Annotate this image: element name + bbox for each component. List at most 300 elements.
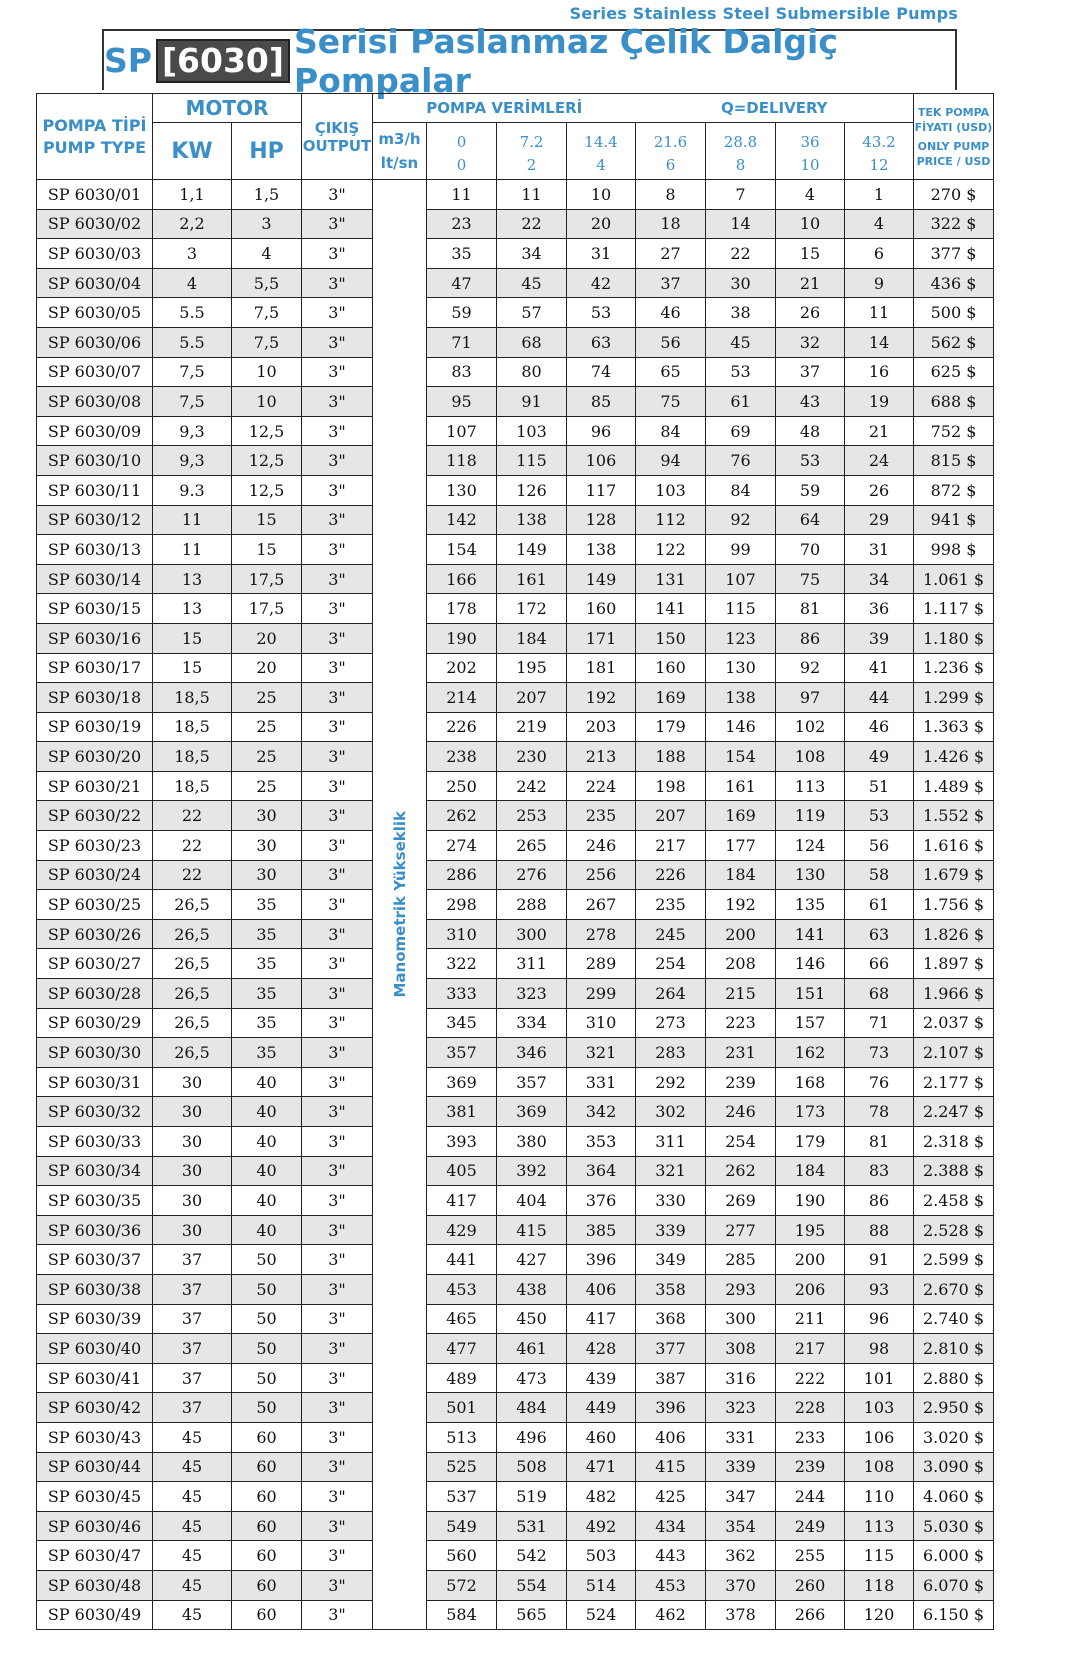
kw-cell: 22 [153, 860, 232, 890]
head-value-cell: 537 [427, 1482, 497, 1512]
hp-cell: 10 [232, 357, 302, 387]
head-value-cell: 267 [567, 890, 636, 920]
head-value-cell: 368 [636, 1304, 706, 1334]
pump-type-cell: SP 6030/29 [37, 1008, 153, 1038]
head-value-cell: 61 [845, 890, 914, 920]
head-value-cell: 471 [567, 1452, 636, 1482]
price-cell: 752 $ [914, 416, 994, 446]
head-value-cell: 37 [776, 357, 845, 387]
hp-cell: 60 [232, 1482, 302, 1512]
output-cell: 3" [302, 298, 373, 328]
head-value-cell: 161 [497, 564, 567, 594]
hp-cell: 4 [232, 239, 302, 269]
head-value-cell: 190 [427, 623, 497, 653]
output-cell: 3" [302, 890, 373, 920]
head-value-cell: 130 [776, 860, 845, 890]
head-value-cell: 45 [497, 268, 567, 298]
price-cell: 1.117 $ [914, 594, 994, 624]
kw-cell: 26,5 [153, 1008, 232, 1038]
kw-cell: 37 [153, 1274, 232, 1304]
hp-cell: 5,5 [232, 268, 302, 298]
price-cell: 2.670 $ [914, 1274, 994, 1304]
pump-type-cell: SP 6030/22 [37, 801, 153, 831]
head-value-cell: 235 [567, 801, 636, 831]
table-row [37, 1422, 994, 1452]
head-value-cell: 278 [567, 919, 636, 949]
head-value-cell: 166 [427, 564, 497, 594]
price-cell: 1.826 $ [914, 919, 994, 949]
head-value-cell: 44 [845, 683, 914, 713]
table-row [37, 1600, 994, 1630]
head-value-cell: 224 [567, 771, 636, 801]
price-cell: 6.150 $ [914, 1600, 994, 1630]
head-value-cell: 74 [567, 357, 636, 387]
flow-col-4 [636, 123, 706, 180]
output-cell: 3" [302, 1304, 373, 1334]
head-value-cell: 321 [567, 1038, 636, 1068]
pump-type-cell: SP 6030/04 [37, 268, 153, 298]
table-row [37, 446, 994, 476]
head-value-cell: 172 [497, 594, 567, 624]
head-value-cell: 308 [706, 1334, 776, 1364]
head-value-cell: 117 [567, 475, 636, 505]
head-value-cell: 1 [845, 180, 914, 210]
price-cell: 3.090 $ [914, 1452, 994, 1482]
pump-type-cell: SP 6030/18 [37, 683, 153, 713]
head-value-cell: 64 [776, 505, 845, 535]
head-value-cell: 135 [776, 890, 845, 920]
kw-cell: 15 [153, 623, 232, 653]
output-cell: 3" [302, 387, 373, 417]
head-value-cell: 177 [706, 831, 776, 861]
head-value-cell: 92 [706, 505, 776, 535]
flow-ltsn-6: 10 [800, 156, 820, 174]
hp-cell: 50 [232, 1304, 302, 1334]
output-cell: 3" [302, 268, 373, 298]
hp-cell: 35 [232, 890, 302, 920]
output-cell: 3" [302, 1600, 373, 1630]
head-value-cell: 118 [845, 1570, 914, 1600]
output-cell: 3" [302, 594, 373, 624]
kw-cell: 45 [153, 1541, 232, 1571]
price-cell: 872 $ [914, 475, 994, 505]
head-value-cell: 207 [636, 801, 706, 831]
pump-type-cell: SP 6030/47 [37, 1541, 153, 1571]
head-value-cell: 154 [706, 742, 776, 772]
head-value-cell: 370 [706, 1570, 776, 1600]
pump-type-cell: SP 6030/41 [37, 1363, 153, 1393]
table-row [37, 475, 994, 505]
head-value-cell: 18 [636, 209, 706, 239]
kw-cell: 22 [153, 831, 232, 861]
head-value-cell: 99 [706, 535, 776, 565]
price-header-en: ONLY PUMP PRICE / USD [916, 139, 991, 168]
head-value-cell: 107 [427, 416, 497, 446]
pump-price-table [36, 93, 994, 1630]
pump-type-cell: SP 6030/13 [37, 535, 153, 565]
head-value-cell: 151 [776, 979, 845, 1009]
pump-type-cell: SP 6030/07 [37, 357, 153, 387]
head-value-cell: 106 [567, 446, 636, 476]
head-value-cell: 245 [636, 919, 706, 949]
head-value-cell: 273 [636, 1008, 706, 1038]
head-value-cell: 24 [845, 446, 914, 476]
head-value-cell: 238 [427, 742, 497, 772]
hp-cell: 50 [232, 1393, 302, 1423]
table-row [37, 742, 994, 772]
head-value-cell: 59 [776, 475, 845, 505]
output-cell: 3" [302, 1215, 373, 1245]
head-value-cell: 378 [706, 1600, 776, 1630]
head-value-cell: 103 [845, 1393, 914, 1423]
head-value-cell: 184 [706, 860, 776, 890]
head-value-cell: 415 [497, 1215, 567, 1245]
head-value-cell: 179 [636, 712, 706, 742]
output-cell: 3" [302, 564, 373, 594]
kw-cell: 11 [153, 535, 232, 565]
head-value-cell: 357 [427, 1038, 497, 1068]
pump-type-cell: SP 6030/25 [37, 890, 153, 920]
kw-cell: 7,5 [153, 387, 232, 417]
pump-type-cell: SP 6030/06 [37, 327, 153, 357]
head-value-cell: 427 [497, 1245, 567, 1275]
head-value-cell: 584 [427, 1600, 497, 1630]
head-value-cell: 289 [567, 949, 636, 979]
price-cell: 2.388 $ [914, 1156, 994, 1186]
hp-cell: 12,5 [232, 446, 302, 476]
output-cell: 3" [302, 683, 373, 713]
head-value-cell: 310 [567, 1008, 636, 1038]
head-value-cell: 11 [845, 298, 914, 328]
head-value-cell: 323 [497, 979, 567, 1009]
head-value-cell: 86 [776, 623, 845, 653]
head-value-cell: 231 [706, 1038, 776, 1068]
pump-type-cell: SP 6030/40 [37, 1334, 153, 1364]
table-row [37, 1541, 994, 1571]
hp-cell: 25 [232, 742, 302, 772]
output-cell: 3" [302, 1008, 373, 1038]
table-row [37, 1274, 994, 1304]
head-value-cell: 21 [776, 268, 845, 298]
title-suffix: Serisi Paslanmaz Çelik Dalgiç Pompalar [293, 21, 838, 100]
flow-col-3 [567, 123, 636, 180]
head-value-cell: 441 [427, 1245, 497, 1275]
table-row [37, 623, 994, 653]
table-row [37, 268, 994, 298]
head-value-cell: 299 [567, 979, 636, 1009]
head-value-cell: 369 [427, 1067, 497, 1097]
head-value-cell: 362 [706, 1541, 776, 1571]
kw-cell: 30 [153, 1186, 232, 1216]
price-cell: 2.037 $ [914, 1008, 994, 1038]
head-value-cell: 38 [706, 298, 776, 328]
price-header [914, 94, 994, 180]
output-cell: 3" [302, 1452, 373, 1482]
kw-cell: 30 [153, 1097, 232, 1127]
output-cell: 3" [302, 979, 373, 1009]
head-value-cell: 213 [567, 742, 636, 772]
output-header-tr: ÇIKIŞ [314, 118, 360, 137]
hp-cell: 25 [232, 771, 302, 801]
hp-cell: 60 [232, 1541, 302, 1571]
kw-cell: 45 [153, 1511, 232, 1541]
head-value-cell: 217 [776, 1334, 845, 1364]
kw-cell: 18,5 [153, 683, 232, 713]
head-value-cell: 22 [706, 239, 776, 269]
table-row [37, 1008, 994, 1038]
head-value-cell: 115 [706, 594, 776, 624]
head-value-cell: 461 [497, 1334, 567, 1364]
head-value-cell: 59 [427, 298, 497, 328]
kw-cell: 13 [153, 594, 232, 624]
flow-m3h-1: 0 [456, 133, 467, 151]
head-value-cell: 226 [427, 712, 497, 742]
price-cell: 2.528 $ [914, 1215, 994, 1245]
head-value-cell: 66 [845, 949, 914, 979]
kw-cell: 7,5 [153, 357, 232, 387]
head-value-cell: 84 [706, 475, 776, 505]
head-value-cell: 86 [845, 1186, 914, 1216]
output-cell: 3" [302, 1511, 373, 1541]
hp-cell: 60 [232, 1422, 302, 1452]
price-cell: 562 $ [914, 327, 994, 357]
head-value-cell: 417 [567, 1304, 636, 1334]
head-value-cell: 264 [636, 979, 706, 1009]
head-value-cell: 34 [497, 239, 567, 269]
pump-type-cell: SP 6030/49 [37, 1600, 153, 1630]
head-value-cell: 83 [427, 357, 497, 387]
head-value-cell: 9 [845, 268, 914, 298]
table-row [37, 564, 994, 594]
head-value-cell: 190 [776, 1186, 845, 1216]
head-value-cell: 274 [427, 831, 497, 861]
head-value-cell: 354 [706, 1511, 776, 1541]
flow-col-5 [706, 123, 776, 180]
hp-cell: 40 [232, 1127, 302, 1157]
head-value-cell: 358 [636, 1274, 706, 1304]
head-value-cell: 339 [636, 1215, 706, 1245]
manometric-head-label: Manometrik Yükseklik [390, 811, 409, 998]
flow-col-2 [497, 123, 567, 180]
hp-cell: 15 [232, 535, 302, 565]
table-row [37, 1127, 994, 1157]
table-row [37, 1186, 994, 1216]
head-value-cell: 150 [636, 623, 706, 653]
head-value-cell: 41 [845, 653, 914, 683]
head-value-cell: 29 [845, 505, 914, 535]
pump-type-cell: SP 6030/32 [37, 1097, 153, 1127]
output-cell: 3" [302, 1334, 373, 1364]
price-cell: 436 $ [914, 268, 994, 298]
output-cell: 3" [302, 771, 373, 801]
head-value-cell: 110 [845, 1482, 914, 1512]
head-value-cell: 14 [845, 327, 914, 357]
head-value-cell: 269 [706, 1186, 776, 1216]
head-value-cell: 496 [497, 1422, 567, 1452]
head-value-cell: 560 [427, 1541, 497, 1571]
flow-m3h-3: 14.4 [584, 133, 618, 151]
flow-ltsn-7: 12 [869, 156, 889, 174]
head-value-cell: 206 [776, 1274, 845, 1304]
head-value-cell: 202 [427, 653, 497, 683]
kw-cell: 37 [153, 1393, 232, 1423]
table-row [37, 357, 994, 387]
output-cell: 3" [302, 1067, 373, 1097]
head-value-cell: 311 [497, 949, 567, 979]
head-value-cell: 369 [497, 1097, 567, 1127]
head-value-cell: 35 [427, 239, 497, 269]
pump-type-cell: SP 6030/01 [37, 180, 153, 210]
price-cell: 688 $ [914, 387, 994, 417]
output-header [302, 94, 373, 180]
price-cell: 322 $ [914, 209, 994, 239]
price-cell: 2.740 $ [914, 1304, 994, 1334]
head-value-cell: 465 [427, 1304, 497, 1334]
price-cell: 5.030 $ [914, 1511, 994, 1541]
head-value-cell: 27 [636, 239, 706, 269]
price-cell: 1.299 $ [914, 683, 994, 713]
kw-cell: 26,5 [153, 979, 232, 1009]
head-value-cell: 103 [497, 416, 567, 446]
head-value-cell: 513 [427, 1422, 497, 1452]
flow-col-7 [845, 123, 914, 180]
table-row [37, 919, 994, 949]
head-value-cell: 285 [706, 1245, 776, 1275]
unit-ltsn: lt/sn [380, 154, 419, 172]
head-value-cell: 95 [427, 387, 497, 417]
output-cell: 3" [302, 860, 373, 890]
head-value-cell: 255 [776, 1541, 845, 1571]
head-value-cell: 198 [636, 771, 706, 801]
price-cell: 500 $ [914, 298, 994, 328]
head-value-cell: 63 [845, 919, 914, 949]
head-value-cell: 26 [776, 298, 845, 328]
head-value-cell: 149 [567, 564, 636, 594]
head-value-cell: 393 [427, 1127, 497, 1157]
head-value-cell: 330 [636, 1186, 706, 1216]
head-value-cell: 323 [706, 1393, 776, 1423]
price-cell: 1.679 $ [914, 860, 994, 890]
output-cell: 3" [302, 535, 373, 565]
head-value-cell: 130 [427, 475, 497, 505]
output-cell: 3" [302, 1127, 373, 1157]
table-row [37, 1393, 994, 1423]
head-value-cell: 106 [845, 1422, 914, 1452]
head-value-cell: 219 [497, 712, 567, 742]
head-value-cell: 146 [776, 949, 845, 979]
head-value-cell: 300 [497, 919, 567, 949]
flow-col-6 [776, 123, 845, 180]
table-row [37, 712, 994, 742]
head-value-cell: 37 [636, 268, 706, 298]
price-cell: 1.363 $ [914, 712, 994, 742]
flow-ltsn-1: 0 [456, 156, 467, 174]
table-row [37, 594, 994, 624]
head-value-cell: 49 [845, 742, 914, 772]
table-row [37, 801, 994, 831]
flow-m3h-5: 28.8 [723, 133, 758, 151]
head-value-cell: 31 [845, 535, 914, 565]
head-value-cell: 98 [845, 1334, 914, 1364]
flow-m3h-7: 43.2 [862, 133, 896, 151]
kw-cell: 9.3 [153, 475, 232, 505]
table-body [37, 180, 994, 1630]
head-value-cell: 262 [427, 801, 497, 831]
pump-type-cell: SP 6030/16 [37, 623, 153, 653]
head-value-cell: 200 [776, 1245, 845, 1275]
price-cell: 2.810 $ [914, 1334, 994, 1364]
hp-cell: 17,5 [232, 564, 302, 594]
head-value-cell: 531 [497, 1511, 567, 1541]
head-value-cell: 84 [636, 416, 706, 446]
output-cell: 3" [302, 1363, 373, 1393]
pump-type-cell: SP 6030/19 [37, 712, 153, 742]
kw-cell: 18,5 [153, 712, 232, 742]
head-value-cell: 473 [497, 1363, 567, 1393]
head-value-cell: 310 [427, 919, 497, 949]
head-value-cell: 347 [706, 1482, 776, 1512]
kw-cell: 18,5 [153, 742, 232, 772]
flow-ltsn-3: 4 [596, 156, 606, 174]
hp-cell: 50 [232, 1334, 302, 1364]
head-value-cell: 11 [427, 180, 497, 210]
hp-cell: 60 [232, 1570, 302, 1600]
output-cell: 3" [302, 1570, 373, 1600]
head-value-cell: 239 [706, 1067, 776, 1097]
kw-cell: 22 [153, 801, 232, 831]
price-cell: 1.180 $ [914, 623, 994, 653]
head-value-cell: 439 [567, 1363, 636, 1393]
output-cell: 3" [302, 949, 373, 979]
head-value-cell: 349 [636, 1245, 706, 1275]
hp-cell: 3 [232, 209, 302, 239]
hp-cell: 35 [232, 1038, 302, 1068]
kw-cell: 3 [153, 239, 232, 269]
head-value-cell: 254 [706, 1127, 776, 1157]
hp-cell: 10 [232, 387, 302, 417]
head-value-cell: 276 [497, 860, 567, 890]
head-value-cell: 554 [497, 1570, 567, 1600]
head-value-cell: 449 [567, 1393, 636, 1423]
head-value-cell: 345 [427, 1008, 497, 1038]
pump-type-cell: SP 6030/44 [37, 1452, 153, 1482]
head-value-cell: 14 [706, 209, 776, 239]
head-value-cell: 57 [497, 298, 567, 328]
head-value-cell: 124 [776, 831, 845, 861]
head-value-cell: 425 [636, 1482, 706, 1512]
hp-cell: 35 [232, 919, 302, 949]
head-value-cell: 15 [776, 239, 845, 269]
head-value-cell: 46 [636, 298, 706, 328]
head-value-cell: 428 [567, 1334, 636, 1364]
head-value-cell: 75 [776, 564, 845, 594]
hp-cell: 30 [232, 801, 302, 831]
head-value-cell: 484 [497, 1393, 567, 1423]
table-row [37, 505, 994, 535]
head-value-cell: 524 [567, 1600, 636, 1630]
kw-cell: 30 [153, 1215, 232, 1245]
table-row [37, 1334, 994, 1364]
head-value-cell: 56 [636, 327, 706, 357]
pump-type-cell: SP 6030/37 [37, 1245, 153, 1275]
head-value-cell: 376 [567, 1186, 636, 1216]
head-value-cell: 195 [776, 1215, 845, 1245]
head-value-cell: 68 [845, 979, 914, 1009]
head-value-cell: 120 [845, 1600, 914, 1630]
head-value-cell: 142 [427, 505, 497, 535]
kw-cell: 26,5 [153, 1038, 232, 1068]
head-value-cell: 211 [776, 1304, 845, 1334]
